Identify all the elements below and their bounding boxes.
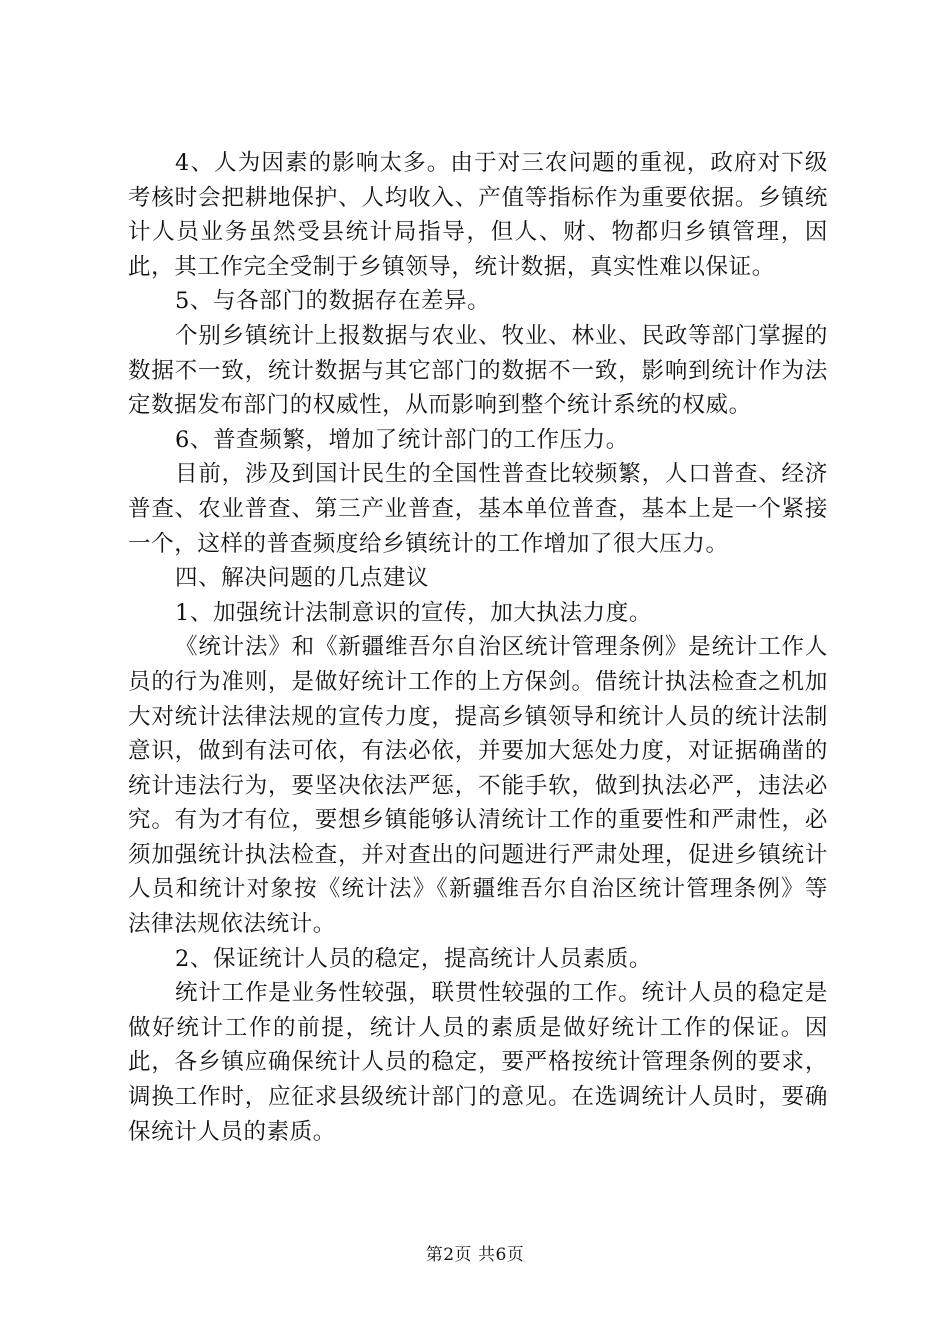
paragraph-point-5-body: 个别乡镇统计上报数据与农业、牧业、林业、民政等部门掌握的数据不一致，统计数据与其它部门的数据不一致，影响到统计作为法定数据发布部门的权威性，从而影响到整个统计系统的权威。 <box>128 322 828 419</box>
document-body <box>128 146 828 1149</box>
paragraph-point-4: 4、人为因素的影响太多。由于对三农问题的重视，政府对下级考核时会把耕地保护、人均收入、产值等指标作为重要依据。乡镇统计人员业务虽然受县统计局指导，但人、财、物都归乡镇管理，因此，其工作完全受制于乡镇领导，统计数据，真实性难以保证。 <box>128 150 828 280</box>
paragraph-suggestion-2-body: 统计工作是业务性较强，联贯性较强的工作。统计人员的稳定是做好统计工作的前提，统计人员的素质是做好统计工作的保证。因此，各乡镇应确保统计人员的稳定，要严格按统计管理条例的要求，调换工作时，应征求县级统计部门的意见。在选调统计人员时，要确保统计人员的素质。 <box>128 980 828 1145</box>
paragraph-suggestion-1-body: 《统计法》和《新疆维吾尔自治区统计管理条例》是统计工作人员的行为准则，是做好统计工作的上方保剑。借统计执法检查之机加大对统计法律法规的宣传力度，提高乡镇领导和统计人员的统计法制意识，做到有法可依，有法必依，并要加大惩处力度，对证据确凿的统计违法行为，要坚决依法严惩，不能手软，做到执法必严，违法必究。有为才有位，要想乡镇能够认清统计工作的重要性和严肃性，必须加强统计执法检查，并对查出的问题进行严肃处理，促进乡镇统计人员和统计对象按《统计法》《新疆维吾尔自治区统计管理条例》等法律法规依法统计。 <box>128 634 828 938</box>
heading-suggestion-1: 1、加强统计法制意识的宣传，加大执法力度。 <box>175 599 652 626</box>
heading-suggestion-2: 2、保证统计人员的稳定，提高统计人员素质。 <box>175 945 652 972</box>
heading-point-5: 5、与各部门的数据存在差异。 <box>175 288 491 315</box>
page-number-footer: 第2页 共6页 <box>425 1245 525 1265</box>
section-heading-suggestions: 四、解决问题的几点建议 <box>175 565 430 592</box>
paragraph-point-6-body: 目前，涉及到国计民生的全国性普查比较频繁，人口普查、经济普查、农业普查、第三产业普查，基本单位普查，基本上是一个紧接一个，这样的普查频度给乡镇统计的工作增加了很大压力。 <box>128 461 828 557</box>
heading-point-6: 6、普查频繁，增加了统计部门的工作压力。 <box>175 426 629 453</box>
